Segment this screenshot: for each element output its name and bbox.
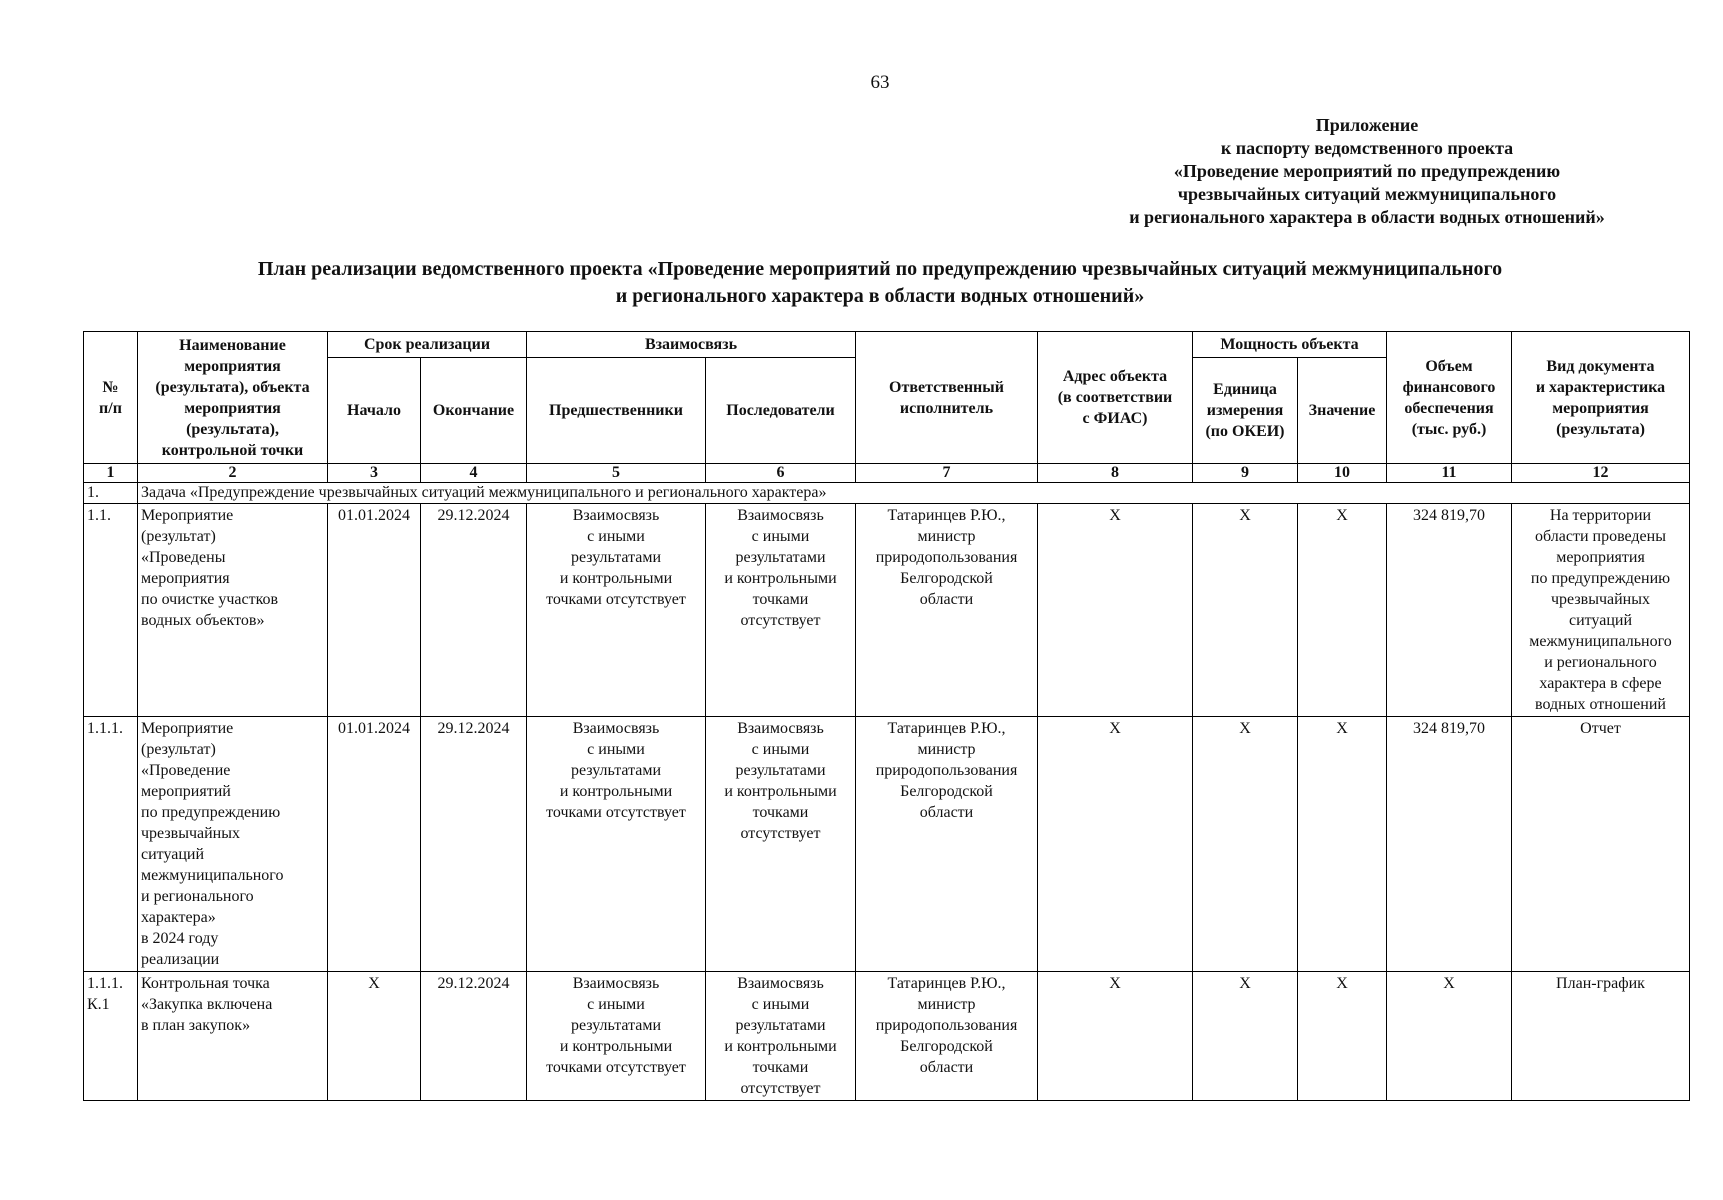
row-predecessors: Взаимосвязь с иными результатами и контрольными точками отсутствует (527, 504, 706, 717)
column-number: 9 (1193, 464, 1298, 483)
column-number: 12 (1512, 464, 1690, 483)
header-term: Срок реализации (328, 332, 527, 358)
row-end: 29.12.2024 (421, 504, 527, 717)
page-number: 63 (870, 72, 890, 93)
header-successors: Последователи (706, 358, 856, 464)
row-responsible: Татаринцев Р.Ю., министр природопользования Белгородской области (856, 504, 1038, 717)
row-start: 01.01.2024 (328, 717, 421, 972)
row-end: 29.12.2024 (421, 717, 527, 972)
row-successors: Взаимосвязь с иными результатами и контрольными точками отсутствует (706, 972, 856, 1101)
row-predecessors: Взаимосвязь с иными результатами и контрольными точками отсутствует (527, 717, 706, 972)
header-power: Мощность объекта (1193, 332, 1387, 358)
appendix-line: чрезвычайных ситуаций межмуниципального (1177, 184, 1557, 204)
row-finance: 324 819,70 (1387, 717, 1512, 972)
column-number-row (84, 464, 1690, 483)
header-predecessors: Предшественники (527, 358, 706, 464)
column-number: 10 (1298, 464, 1387, 483)
row-unit: X (1193, 504, 1298, 717)
header-address: Адрес объекта (в соответствии с ФИАС) (1038, 332, 1193, 464)
appendix-line: и регионального характера в области водных отношений» (1129, 207, 1605, 227)
row-value: X (1298, 717, 1387, 972)
column-number: 5 (527, 464, 706, 483)
table-row (84, 504, 1690, 717)
row-successors: Взаимосвязь с иными результатами и контрольными точками отсутствует (706, 504, 856, 717)
row-responsible: Татаринцев Р.Ю., министр природопользования Белгородской области (856, 972, 1038, 1101)
row-start: X (328, 972, 421, 1101)
row-successors: Взаимосвязь с иными результатами и контрольными точками отсутствует (706, 717, 856, 972)
row-document: На территории области проведены мероприятия по предупреждению чрезвычайных ситуаций межмуниципального и регионального характера в сфере водных отношений (1512, 504, 1690, 717)
row-start: 01.01.2024 (328, 504, 421, 717)
row-name: Контрольная точка «Закупка включена в план закупок» (138, 972, 328, 1101)
row-address: X (1038, 504, 1193, 717)
row-responsible: Татаринцев Р.Ю., министр природопользования Белгородской области (856, 717, 1038, 972)
header-finance: Объем финансового обеспечения (тыс. руб.) (1387, 332, 1512, 464)
row-num: 1.1.1. К.1 (84, 972, 138, 1101)
row-num: 1.1.1. (84, 717, 138, 972)
appendix-line: Приложение (1315, 115, 1419, 135)
row-address: X (1038, 972, 1193, 1101)
header-start: Начало (328, 358, 421, 464)
column-number: 4 (421, 464, 527, 483)
row-unit: X (1193, 717, 1298, 972)
row-predecessors: Взаимосвязь с иными результатами и контрольными точками отсутствует (527, 972, 706, 1101)
appendix-line: «Проведение мероприятий по предупреждению (1173, 161, 1561, 181)
header-unit: Единица измерения (по ОКЕИ) (1193, 358, 1298, 464)
row-unit: X (1193, 972, 1298, 1101)
task-text: Задача «Предупреждение чрезвычайных ситуаций межмуниципального и регионального характера» (138, 483, 1690, 504)
header-row (84, 332, 1690, 358)
row-name: Мероприятие (результат) «Проведение мероприятий по предупреждению чрезвычайных ситуаций межмуниципального и регионального характера» в 2024 году реализации (138, 717, 328, 972)
column-number: 1 (84, 464, 138, 483)
column-number: 8 (1038, 464, 1193, 483)
column-number: 11 (1387, 464, 1512, 483)
row-value: X (1298, 504, 1387, 717)
header-name: Наименование мероприятия (результата), объекта мероприятия (результата), контрольной точки (138, 332, 328, 464)
column-number: 6 (706, 464, 856, 483)
header-document: Вид документа и характеристика мероприятия (результата) (1512, 332, 1690, 464)
row-value: X (1298, 972, 1387, 1101)
column-number: 2 (138, 464, 328, 483)
plan-title-line: План реализации ведомственного проекта «Проведение мероприятий по предупреждению чрезвычайных ситуаций межмуниципального (257, 258, 1503, 280)
header-link: Взаимосвязь (527, 332, 856, 358)
plan-title (60, 256, 1700, 310)
header-num: № п/п (84, 332, 138, 464)
plan-title-line: и регионального характера в области водных отношений» (615, 285, 1145, 307)
row-name: Мероприятие (результат) «Проведены мероприятия по очистке участков водных объектов» (138, 504, 328, 717)
header-value: Значение (1298, 358, 1387, 464)
column-number: 7 (856, 464, 1038, 483)
row-finance: X (1387, 972, 1512, 1101)
header-end: Окончание (421, 358, 527, 464)
appendix-header (1067, 114, 1667, 229)
task-row (84, 483, 1690, 504)
table-row (84, 972, 1690, 1101)
row-document: Отчет (1512, 717, 1690, 972)
row-document: План-график (1512, 972, 1690, 1101)
implementation-plan-table (83, 331, 1690, 1101)
row-finance: 324 819,70 (1387, 504, 1512, 717)
row-num: 1.1. (84, 504, 138, 717)
task-num: 1. (84, 483, 138, 504)
table-row (84, 717, 1690, 972)
appendix-line: к паспорту ведомственного проекта (1220, 138, 1514, 158)
header-responsible: Ответственный исполнитель (856, 332, 1038, 464)
row-end: 29.12.2024 (421, 972, 527, 1101)
row-address: X (1038, 717, 1193, 972)
column-number: 3 (328, 464, 421, 483)
